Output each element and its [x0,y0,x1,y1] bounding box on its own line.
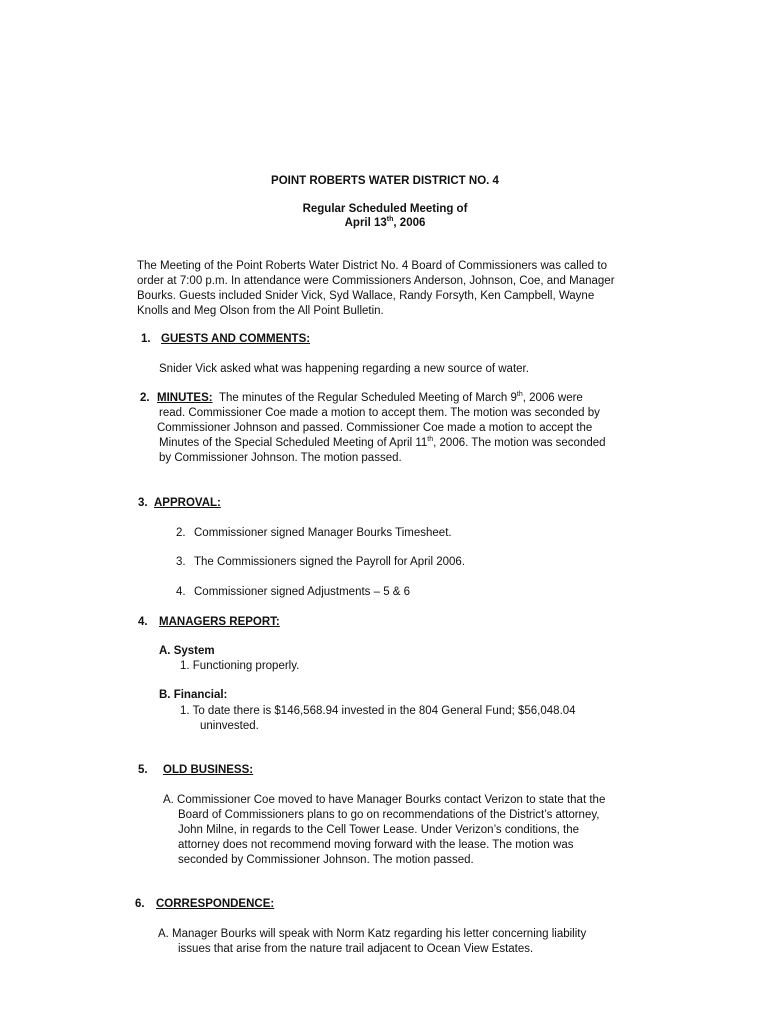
minutes-line: Minutes of the Special Scheduled Meeting of April 11th, 2006. The motion was seconded [159,436,606,449]
section-number: 4. [138,616,148,628]
minutes-line: by Commissioner Johnson. The motion passed. [159,452,402,464]
old-business-line: attorney does not recommend moving forward with the lease. The motion was [178,839,574,851]
minutes-line: read. Commissioner Coe made a motion to accept them. The motion was seconded by [159,407,600,419]
section-number: 1. [141,333,151,345]
section-heading-guests: GUESTS AND COMMENTS: [161,333,311,345]
list-item: Commissioner signed Adjustments – 5 & 6 [194,586,411,598]
list-item: Commissioner signed Manager Bourks Timesheet. [194,527,452,539]
meeting-date: April 13th, 2006 [344,216,426,229]
section-number: 6. [135,898,145,910]
section-number: 2. [140,392,150,404]
section-heading-managers-report: MANAGERS REPORT: [159,616,280,628]
minutes-line: MINUTES: The minutes of the Regular Scheduled Meeting of March 9th, 2006 were [157,391,583,404]
section-heading-old-business: OLD BUSINESS: [163,764,254,776]
list-item-number: 2. [176,527,186,539]
old-business-line: Board of Commissioners plans to go on recommendations of the District’s attorney, [178,809,600,821]
old-business-line: seconded by Commissioner Johnson. The motion passed. [178,854,474,866]
meeting-title: Regular Scheduled Meeting of [302,203,468,215]
old-business-line: A. Commissioner Coe moved to have Manager Bourks contact Verizon to state that the [163,794,606,806]
section-heading-correspondence: CORRESPONDENCE: [156,898,275,910]
list-item: uninvested. [200,720,259,732]
minutes-line: Commissioner Johnson and passed. Commissioner Coe made a motion to accept the [157,422,593,434]
list-item-number: 3. [176,556,186,568]
correspondence-line: A. Manager Bourks will speak with Norm Katz regarding his letter concerning liability [158,928,587,940]
subsection-heading: B. Financial: [159,689,228,701]
intro-line: The Meeting of the Point Roberts Water District No. 4 Board of Commissioners was called to [137,260,607,272]
document-title: POINT ROBERTS WATER DISTRICT NO. 4 [271,175,499,187]
list-item: 1. Functioning properly. [180,660,300,672]
section-heading-minutes: MINUTES: [157,392,213,404]
section-number: 5. [138,764,148,776]
intro-line: Bourks. Guests included Snider Vick, Syd Wallace, Randy Forsyth, Ken Campbell, Wayne [137,290,595,302]
list-item: 1. To date there is $146,568.94 invested in the 804 General Fund; $56,048.04 [180,705,576,717]
intro-line: Knolls and Meg Olson from the All Point Bulletin. [137,305,384,317]
intro-line: order at 7:00 p.m. In attendance were Commissioners Anderson, Johnson, Coe, and Manager [137,275,615,287]
section-number: 3. [138,497,148,509]
subsection-heading: A. System [159,645,215,657]
section-heading-approval: APPROVAL: [154,497,221,509]
section-text: Snider Vick asked what was happening regarding a new source of water. [159,363,529,375]
list-item: The Commissioners signed the Payroll for April 2006. [194,556,466,568]
list-item-number: 4. [176,586,186,598]
correspondence-line: issues that arise from the nature trail adjacent to Ocean View Estates. [178,943,534,955]
old-business-line: John Milne, in regards to the Cell Tower Lease. Under Verizon’s conditions, the [178,824,580,836]
